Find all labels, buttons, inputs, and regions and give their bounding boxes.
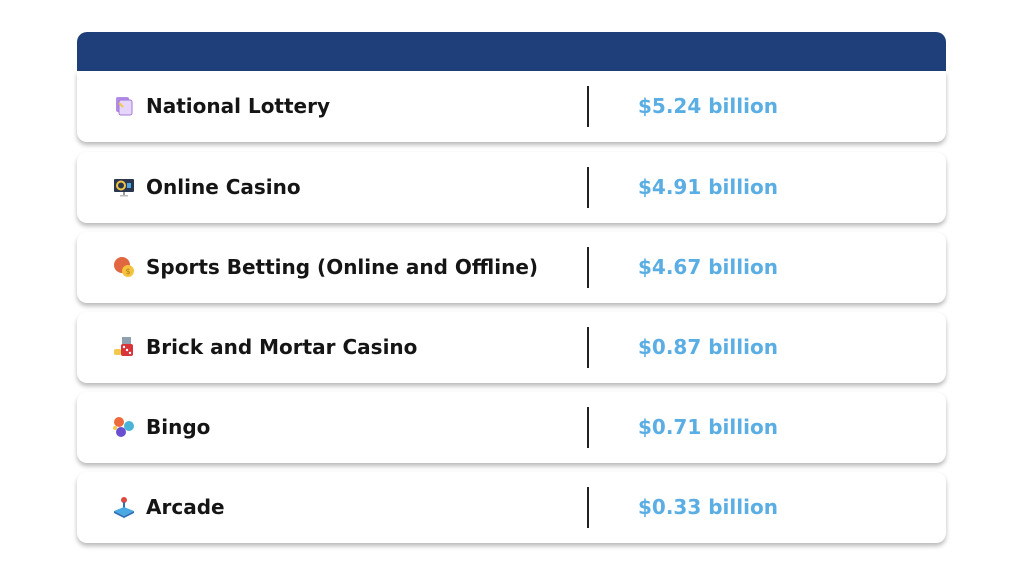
row-label: National Lottery (146, 94, 331, 118)
svg-text:$: $ (125, 267, 131, 276)
divider (587, 167, 589, 208)
row-value: $0.33 billion (638, 495, 778, 519)
computer-monitor-icon (113, 176, 135, 198)
row-value: $5.24 billion (638, 94, 778, 118)
ball-coin-icon (113, 256, 135, 278)
row-label: Sports Betting (Online and Offline) (146, 255, 539, 279)
divider (587, 487, 589, 528)
dice-icon (113, 336, 135, 358)
row-label: Arcade (146, 495, 225, 519)
table-row (77, 152, 946, 223)
divider (587, 86, 589, 127)
row-label: Brick and Mortar Casino (146, 335, 418, 359)
bingo-balls-icon (113, 416, 135, 438)
row-label: Online Casino (146, 175, 301, 199)
table-row (77, 232, 946, 303)
table-row (77, 472, 946, 543)
table-row (77, 392, 946, 463)
table-row (77, 71, 946, 142)
joystick-icon (113, 496, 135, 518)
table-row (77, 312, 946, 383)
divider (587, 247, 589, 288)
divider (587, 407, 589, 448)
row-value: $0.71 billion (638, 415, 778, 439)
table-header (77, 32, 946, 71)
divider (587, 327, 589, 368)
lottery-ticket-icon (113, 95, 135, 117)
row-value: $4.91 billion (638, 175, 778, 199)
row-label: Bingo (146, 415, 211, 439)
row-value: $4.67 billion (638, 255, 778, 279)
row-value: $0.87 billion (638, 335, 778, 359)
